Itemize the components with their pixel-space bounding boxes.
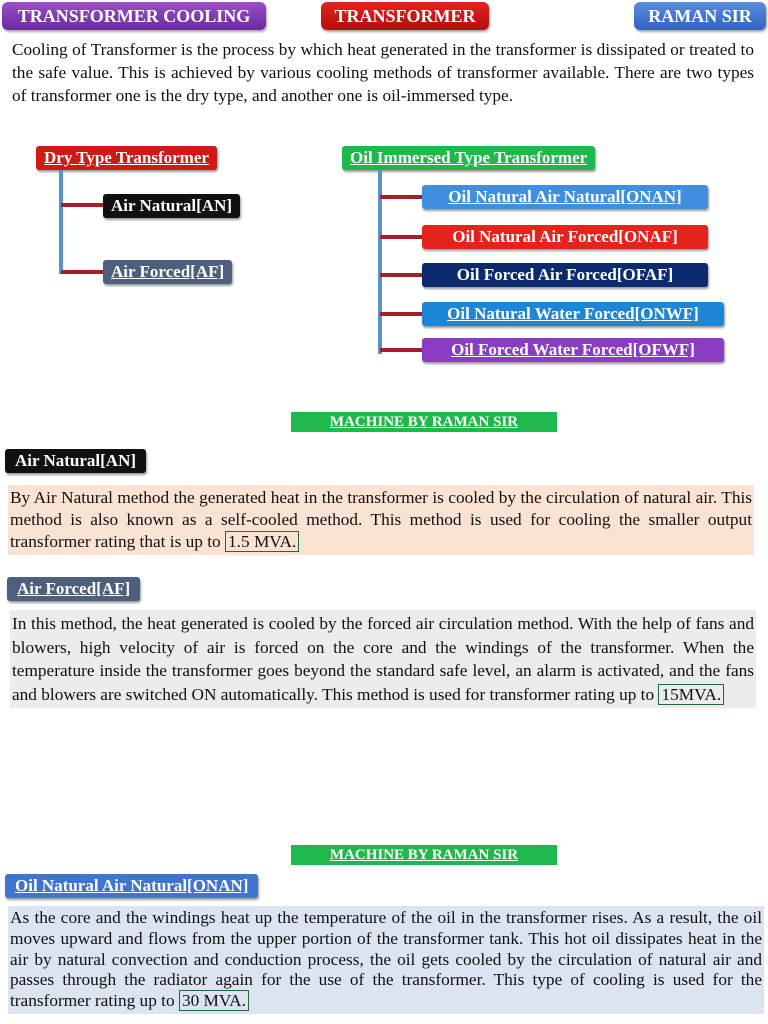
oil-child-onwf[interactable]: Oil Natural Water Forced[ONWF] [422,302,724,326]
section-body-air-forced [10,610,756,708]
dry-branch-af [61,270,104,274]
section-title-onan: Oil Natural Air Natural[ONAN] [5,874,258,898]
section-text-air-forced: In this method, the heat generated is cooled by the forced air circulation method. With the help of fans and blowers, high velocity of air is forced on the core and the windings of the transformer. When the temperature inside the transformer goes beyond the standard safe level, an alarm is activated, and the fans and blowers are switched ON automatically. This method is used for transformer rating up to [12,614,754,704]
intro-paragraph: Cooling of Transformer is the process by which heat generated in the transformer is dissipated or treated to the safe value. This is achieved by various cooling methods of transformer available. There are two types of transformer one is the dry type, and another one is oil-immersed type. [12,40,754,105]
oil-branch-onwf [380,312,424,316]
oil-child-onaf[interactable]: Oil Natural Air Forced[ONAF] [422,225,708,249]
oil-child-ofwf[interactable]: Oil Forced Water Forced[OFWF] [422,338,724,362]
header-tab-transformer-cooling[interactable]: TRANSFORMER COOLING [2,2,266,30]
oil-branch-ofwf [380,348,424,352]
rating-highlight-an: 1.5 MVA. [225,531,299,552]
header-tab-raman-sir[interactable]: RAMAN SIR [634,2,766,30]
dry-branch-an [61,203,104,207]
watermark-band: MACHINE BY RAMAN SIR [291,845,557,865]
section-text-air-natural: By Air Natural method the generated heat in the transformer is cooled by the circulation of natural air. This method is also known as a self-cooled method. This method is used for cooling the smaller output transformer rating that is up to [10,488,752,551]
rating-highlight-onan: 30 MVA. [179,990,249,1011]
rating-highlight-af: 15MVA. [658,684,724,705]
oil-child-ofaf[interactable]: Oil Forced Air Forced[OFAF] [422,263,708,287]
header-tab-transformer[interactable]: TRANSFORMER [321,2,489,30]
oil-branch-ofaf [380,273,424,277]
section-title-air-forced: Air Forced[AF] [7,577,140,601]
oil-branch-onaf [380,235,424,239]
section-body-air-natural [8,485,754,555]
dry-tree-trunk [59,170,63,274]
dry-child-air-forced[interactable]: Air Forced[AF] [103,260,232,284]
watermark-band: MACHINE BY RAMAN SIR [291,412,557,432]
oil-child-onan[interactable]: Oil Natural Air Natural[ONAN] [422,185,708,209]
section-text-onan: As the core and the windings heat up the temperature of the oil in the transformer rises. As a result, the oil moves upward and flows from the upper portion of the transformer tank. This hot oil dissipates heat in the air by natural convection and conduction process, the oil gets cooled by the circulation of natural air and passes through the radiator again for the use of the transformer. This type of cooling is used for the transformer rating up to [10,908,762,1011]
section-body-onan [8,906,764,1014]
oil-type-title: Oil Immersed Type Transformer [342,146,595,170]
oil-branch-onan [380,195,424,199]
dry-child-air-natural[interactable]: Air Natural[AN] [103,194,240,218]
dry-type-title: Dry Type Transformer [36,146,217,170]
section-title-air-natural: Air Natural[AN] [5,449,146,473]
